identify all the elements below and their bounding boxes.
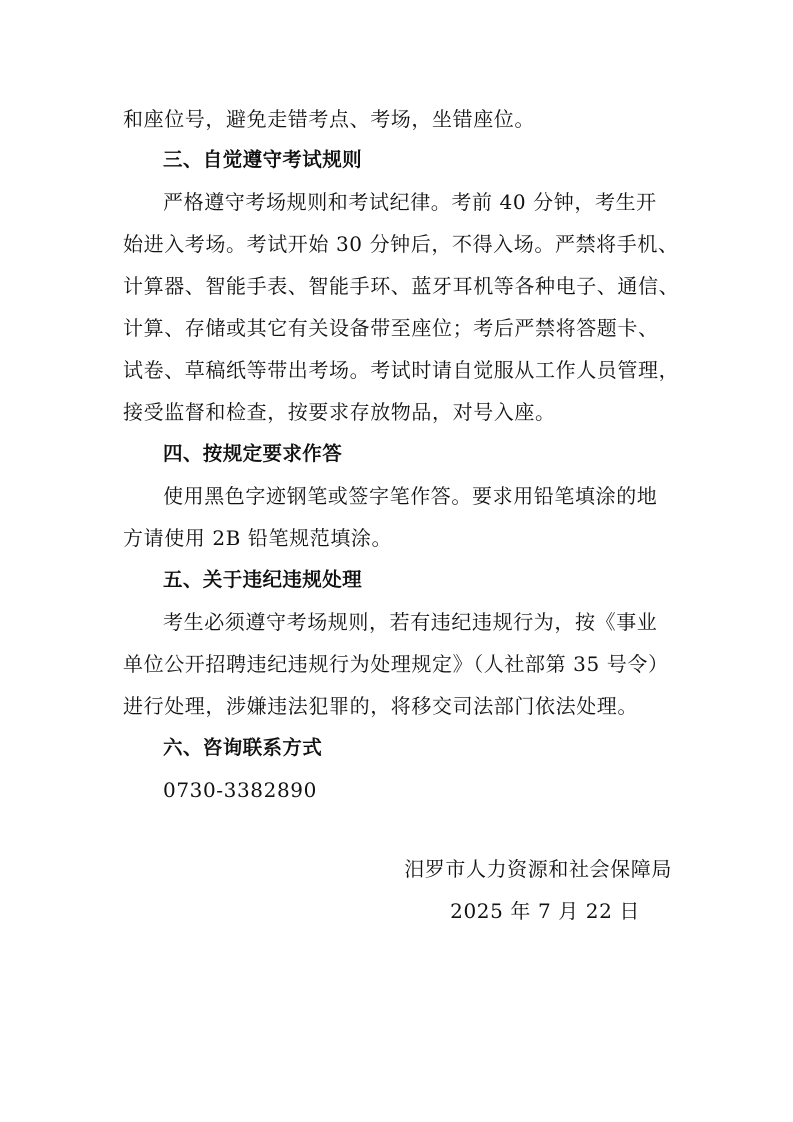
section-3-line-5: 试卷、草稿纸等带出考场。考试时请自觉服从工作人员管理， — [123, 358, 680, 382]
section-5-line-1: 考生必须遵守考场规则，若有违纪违规行为，按《事业 — [163, 610, 658, 634]
section-4-heading: 四、按规定要求作答 — [163, 442, 343, 465]
section-3-heading: 三、自觉遵守考试规则 — [163, 148, 363, 171]
section-3-line-2: 始进入考场。考试开始 30 分钟后，不得入场。严禁将手机、 — [123, 232, 679, 256]
section-4-line-2: 方请使用 2B 铅笔规范填涂。 — [123, 526, 393, 550]
section-3-line-3: 计算器、智能手表、智能手环、蓝牙耳机等各种电子、通信、 — [123, 274, 680, 298]
section-4-line-1: 使用黑色字迹钢笔或签字笔作答。要求用铅笔填涂的地 — [163, 484, 658, 508]
section-3-line-1: 严格遵守考场规则和考试纪律。考前 40 分钟，考生开 — [163, 190, 657, 214]
section-5-line-2: 单位公开招聘违纪违规行为处理规定》（人社部第 35 号令） — [123, 652, 669, 676]
section-3-line-6: 接受监督和检查，按要求存放物品，对号入座。 — [123, 400, 556, 424]
section-6-heading: 六、咨询联系方式 — [163, 736, 323, 759]
section-3-line-4: 计算、存储或其它有关设备带至座位；考后严禁将答题卡、 — [123, 316, 659, 340]
intro-tail-line: 和座位号，避免走错考点、考场，坐错座位。 — [123, 107, 535, 131]
contact-phone: 0730-3382890 — [163, 778, 317, 802]
section-5-heading: 五、关于违纪违规处理 — [163, 568, 363, 591]
issuer-name: 汨罗市人力资源和社会保障局 — [404, 857, 672, 881]
issue-date: 2025 年 7 月 22 日 — [450, 899, 640, 923]
section-5-line-3: 进行处理，涉嫌违法犯罪的，将移交司法部门依法处理。 — [123, 694, 638, 718]
